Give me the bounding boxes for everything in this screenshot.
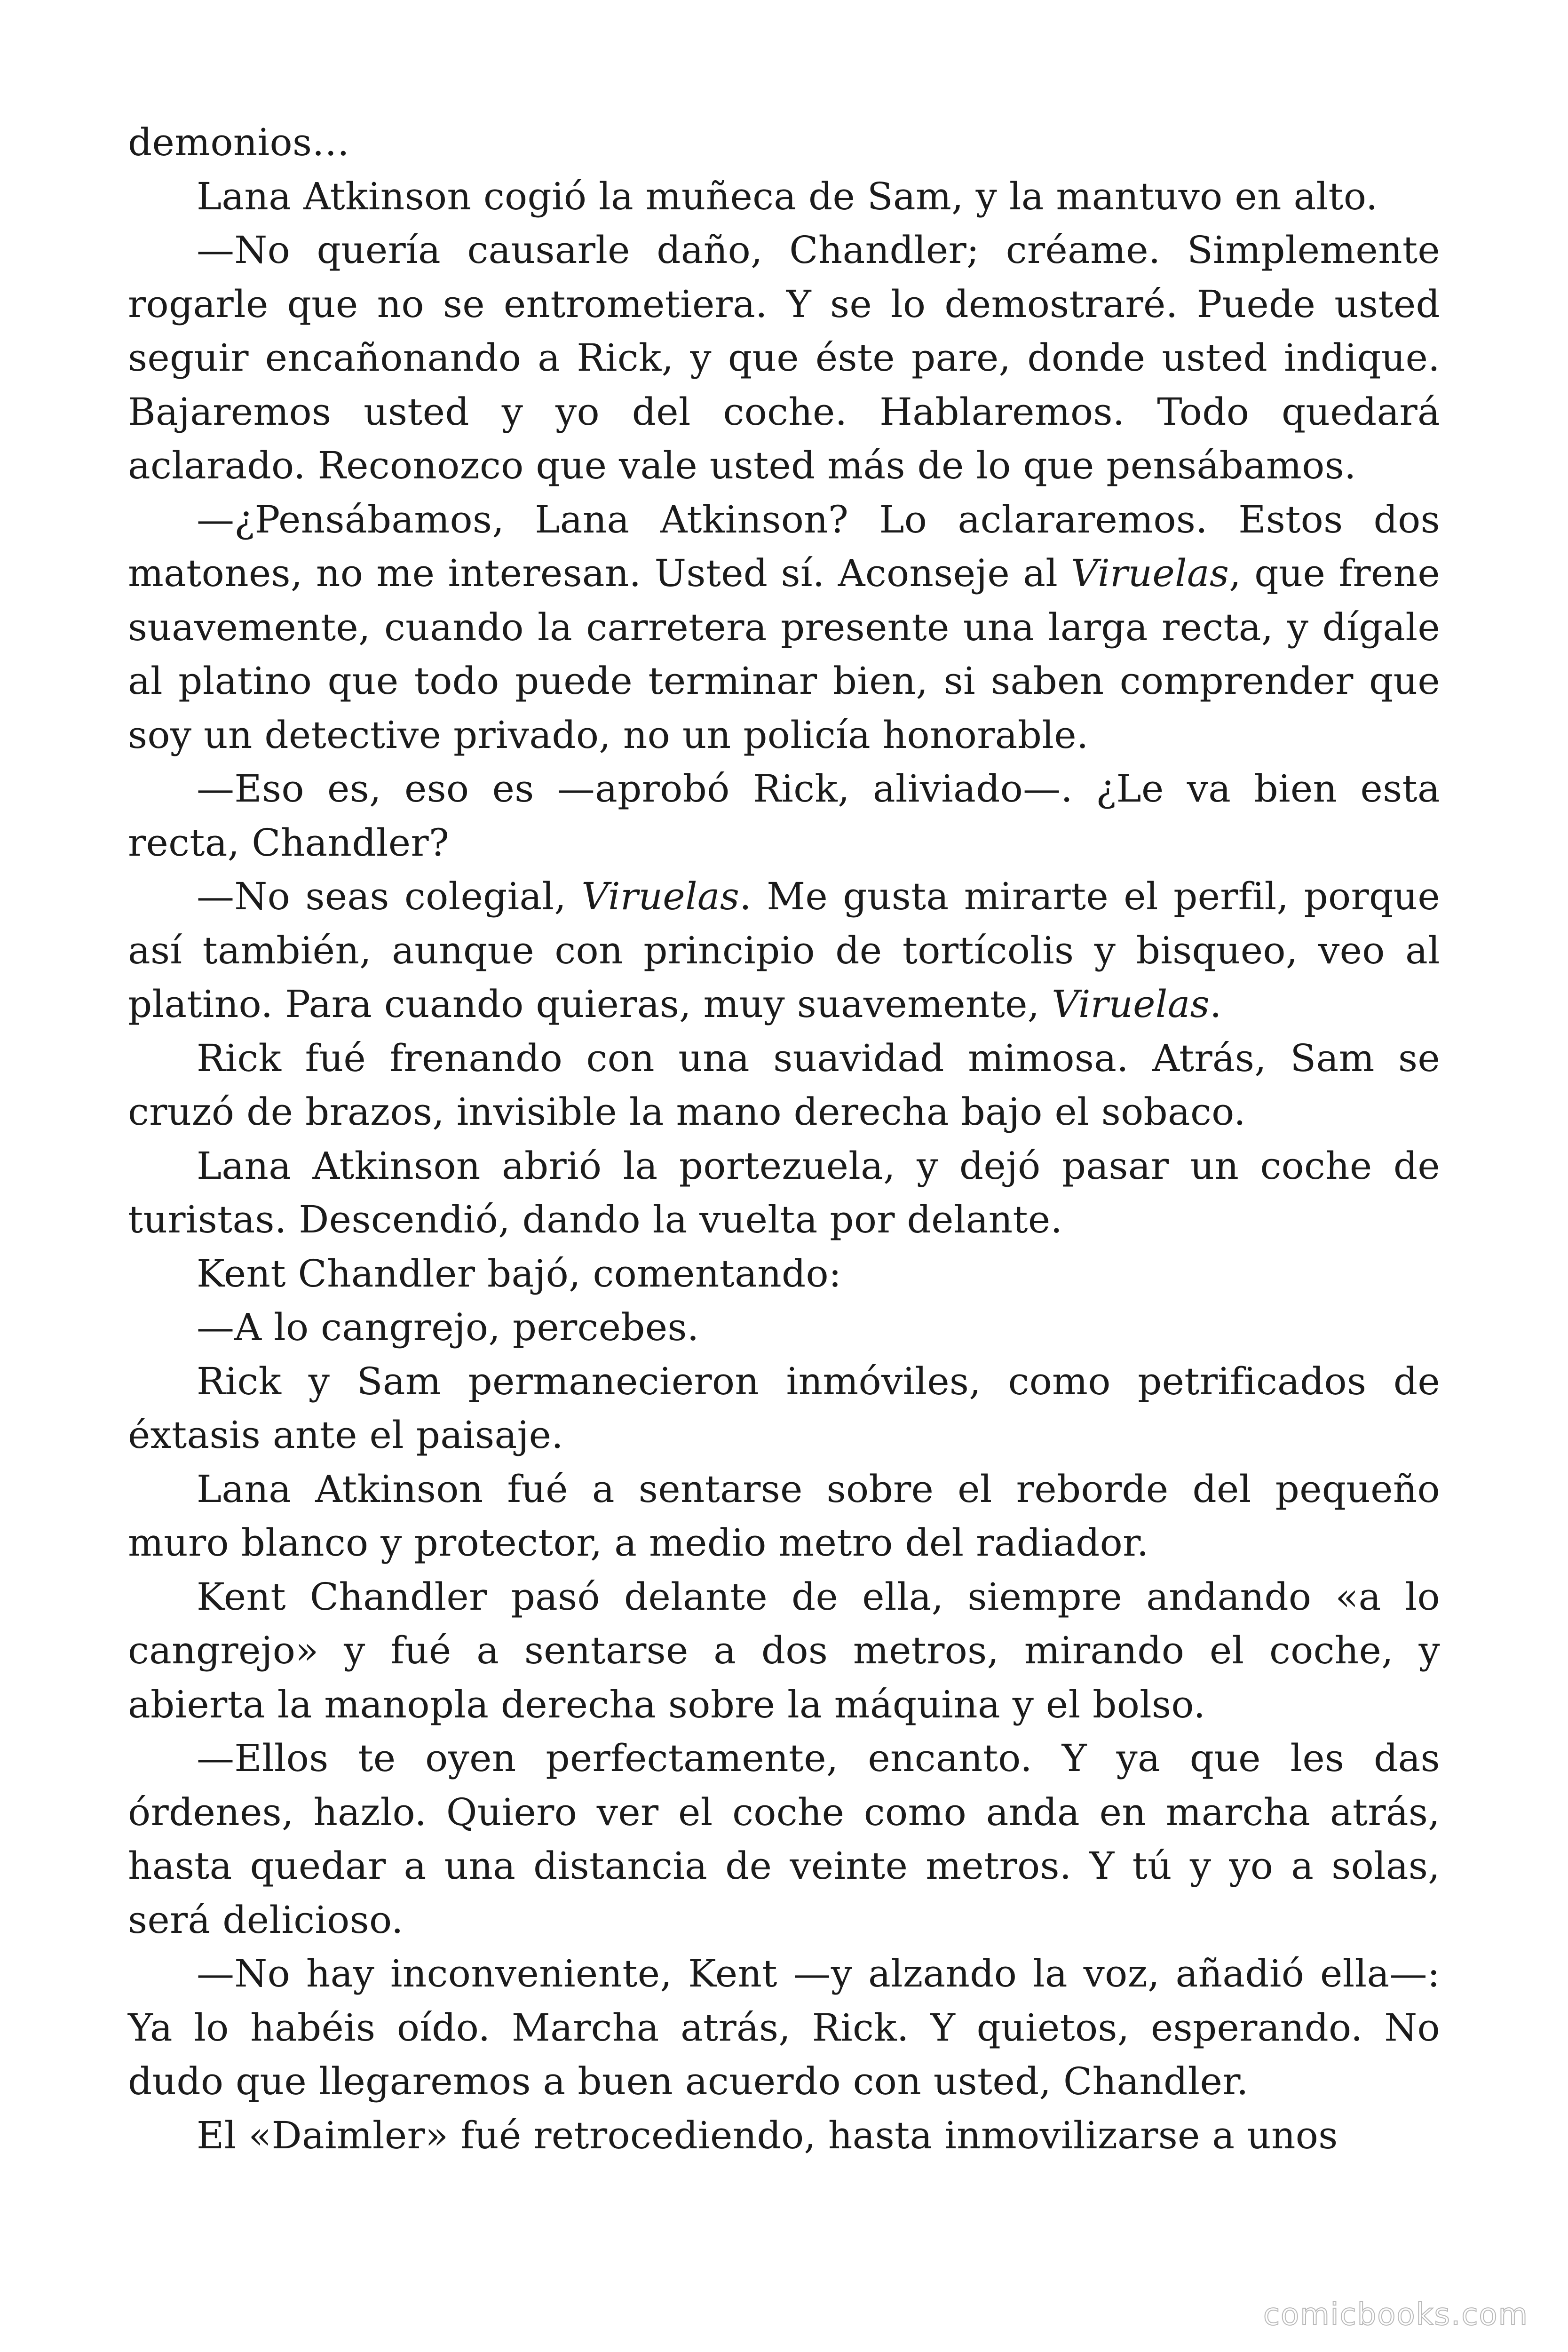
paragraph [128,762,1440,870]
paragraph [128,870,1440,1032]
page-body-text [128,116,1440,2162]
text-run: . [1210,982,1222,1026]
paragraph [128,493,1440,763]
paragraph [128,1032,1440,1139]
paragraph [128,1355,1440,1462]
paragraph [128,1247,1440,1301]
text-run: Kent Chandler pasó delante de ella, siempre andando «a lo cangrejo» y fué a sentarse a dos metros, mirando el coche, y abierta la manopla derecha sobre la máquina y el bolso. [128,1574,1440,1726]
text-run: Lana Atkinson cogió la muñeca de Sam, y la mantuvo en alto. [197,174,1378,218]
paragraph [128,1947,1440,2109]
text-run: . Me gusta mirarte el perfil, porque así también, aunque con principio de tortícolis y bisqueo, veo al platino. Para cuando quieras, muy suavemente, [128,874,1440,1026]
paragraph [128,223,1440,493]
text-run: —No hay inconveniente, Kent —y alzando la voz, añadió ella—: Ya lo habéis oído. Marcha atrás, Rick. Y quietos, esperando. No dudo que llegaremos a buen acuerdo con usted, Chandler. [128,1952,1440,2103]
text-run: Lana Atkinson fué a sentarse sobre el reborde del pequeño muro blanco y protector, a medio metro del radiador. [128,1467,1440,1565]
text-run: Kent Chandler bajó, comentando: [197,1251,842,1295]
text-run: —A lo cangrejo, percebes. [197,1305,699,1349]
paragraph [128,1732,1440,1947]
paragraph [128,170,1440,224]
text-run: demonios… [128,120,350,164]
text-run: , que frene suavemente, cuando la carretera presente una larga recta, y dígale al platino que todo puede terminar bien, si saben comprender que soy un detective privado, no un policía honorable. [128,551,1441,757]
paragraph [128,1301,1440,1355]
text-run: —¿Pensábamos, Lana Atkinson? Lo aclararemos. Estos dos matones, no me interesan. Usted sí. Aconseje al [128,497,1440,595]
text-run: —Eso es, eso es —aprobó Rick, aliviado—. ¿Le va bien esta recta, Chandler? [128,767,1440,865]
paragraph [128,1570,1440,1732]
text-run: Lana Atkinson abrió la portezuela, y dejó pasar un coche de turistas. Descendió, dando la vuelta por delante. [128,1144,1440,1241]
paragraph [128,1462,1440,1570]
watermark: comicbooks.com [1263,2297,1528,2332]
text-run: —No seas colegial, [197,874,582,918]
italic-text: Viruelas [1052,982,1210,1026]
italic-text: Viruelas [581,874,740,918]
italic-text: Viruelas [1071,551,1229,595]
text-run: —Ellos te oyen perfectamente, encanto. Y ya que les das órdenes, hazlo. Quiero ver el coche como anda en marcha atrás, hasta quedar a una distancia de veinte metros. Y tú y yo a solas, será delicioso. [128,1736,1440,1942]
paragraph [128,2109,1440,2163]
text-run: —No quería causarle daño, Chandler; créame. Simplemente rogarle que no se entrometiera. Y se lo demostraré. Puede usted seguir encañonando a Rick, y que éste pare, donde usted indique. Bajaremos usted y yo del coche. Hablaremos. Todo quedará aclarado. Reconozco que vale usted más de lo que pensábamos. [128,228,1440,487]
text-run: Rick fué frenando con una suavidad mimosa. Atrás, Sam se cruzó de brazos, invisible la mano derecha bajo el sobaco. [128,1036,1440,1134]
paragraph [128,1139,1440,1247]
text-run: Rick y Sam permanecieron inmóviles, como petrificados de éxtasis ante el paisaje. [128,1359,1440,1457]
paragraph [128,116,1440,170]
text-run: El «Daimler» fué retrocediendo, hasta inmovilizarse a unos [197,2113,1338,2157]
